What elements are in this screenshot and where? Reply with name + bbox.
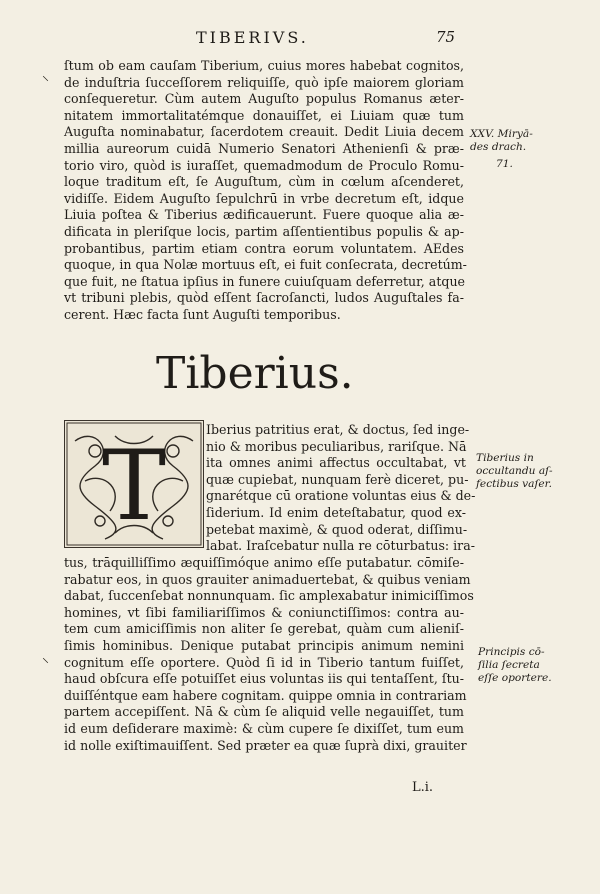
text-line: torio viro, quòd is iuraſſet, quemadmodum de Proculo Romu- bbox=[64, 157, 464, 173]
text-line: Iberius patritius erat, & doctus, ſed inge- bbox=[206, 422, 470, 437]
top-paragraph bbox=[64, 58, 467, 324]
text-line: quoque, in qua Nolæ mortuus eſt, ei fuit conſecrata, decretúm- bbox=[64, 257, 467, 273]
text-line: nio & moribus peculiaribus, rariſque. Nā bbox=[206, 438, 467, 454]
margin-note: Principis cō- ſilia ſecreta eſſe oportere. bbox=[478, 646, 552, 684]
text-line: conſequeretur. Cùm autem Auguſto populus Romanus æter- bbox=[64, 91, 464, 107]
text-line: ſtum ob eam cauſam Tiberium, cuius mores habebat cognitos, bbox=[64, 58, 464, 73]
text-line: ſimis hominibus. Denique putabat principis animum nemini bbox=[64, 637, 464, 653]
text-line: gnarétque cū oratione voluntas eius & de- bbox=[206, 488, 476, 504]
text-line: tem cum amiciſſimis non aliter ſe gerebat, quàm cum alieniſ- bbox=[64, 621, 464, 637]
text-line: vt tribuni plebis, quòd eſſent ſacroſancti, ludos Auguſtales fa- bbox=[64, 290, 464, 306]
text-line: que fuit, ne ſtatua ipſius in funere cuiuſquam deferretur, atque bbox=[64, 273, 466, 289]
margin-note: XXV. Miryā- des drach. 71. bbox=[470, 128, 533, 170]
floral-ornament-icon bbox=[65, 421, 203, 547]
text-line: quæ cupiebat, nunquam ferè diceret, pu- bbox=[206, 471, 469, 487]
text-line: duiſſéntque eam habere cognitam. quippe omnia in contrariam bbox=[64, 687, 467, 703]
text-line: ſiderium. Id enim deteſtabatur, quod ex- bbox=[206, 504, 466, 520]
text-line: labat. Iraſcebatur nulla re cōturbatus: ira- bbox=[206, 538, 475, 554]
text-line: nitatem immortalitatémque donauiſſet, ei Liuiam quæ tum bbox=[64, 107, 464, 123]
text-line: Auguſta nominabatur, ſacerdotem creauit. Dedit Liuia decem bbox=[64, 124, 464, 140]
decorated-initial bbox=[64, 420, 204, 548]
second-paragraph-body bbox=[64, 555, 474, 754]
text-line: cognitum eſſe oportere. Quòd ſi id in Tiberio tantum fuiſſet, bbox=[64, 654, 464, 670]
page-number: 75 bbox=[436, 28, 456, 46]
text-line: loque traditum eſt, ſe Auguſtum, cùm in cœlum aſcenderet, bbox=[64, 174, 464, 190]
running-head-title: TIBERIVS. bbox=[196, 28, 309, 47]
text-line: ita omnes animi affectus occultabat, vt bbox=[206, 455, 466, 471]
catchword: L.i. bbox=[412, 780, 434, 795]
text-line: millia aureorum cuidā Numerio Senatori Athenienſi & præ- bbox=[64, 140, 464, 156]
text-line: tus, trāquilliſſimo æquiſſimóque animo eſſe putabatur. cōmiſe- bbox=[64, 555, 464, 570]
text-line: rabatur eos, in quos grauiter animaduertebat, & quibus veniam bbox=[64, 571, 471, 587]
margin-note: Tiberius in occultandu aſ- fectibus vaſer. bbox=[476, 452, 553, 490]
margin-hand-note: 71. bbox=[496, 158, 513, 170]
text-line: vidiſſe. Eidem Auguſto ſepulchrū in vrbe decretum eſt, idque bbox=[64, 190, 464, 206]
text-line: de induſtria ſucceſſorem reliquiſſe, quò ipſe maiorem gloriam bbox=[64, 74, 464, 90]
text-line: dabat, ſuccenſebat nonnunquam. ſic amplexabatur inimiciſſimos bbox=[64, 588, 474, 604]
text-line: id eum deſiderare maximè: & cùm cupere ſe dixiſſet, tum eum bbox=[64, 720, 464, 736]
text-line: petebat maximè, & quod oderat, diſſimu- bbox=[206, 521, 468, 537]
running-head bbox=[0, 28, 600, 52]
second-paragraph-opening bbox=[206, 422, 476, 555]
text-line: dificata in pleriſque locis, partim aſſentientibus populis & ap- bbox=[64, 223, 464, 239]
text-line: probantibus, partim etiam contra eorum voluntatem. AEdes bbox=[64, 240, 464, 256]
text-line: id nolle exiſtimauiſſent. Sed præter ea quæ ſuprà dixi, grauiter bbox=[64, 737, 467, 753]
text-line: haud obſcura eſſe potuiſſet eius voluntas iis qui tentaſſent, ſtu- bbox=[64, 671, 464, 687]
text-line: Liuia poſtea & Tiberius ædificauerunt. Fuere quoque alia æ- bbox=[64, 207, 464, 223]
margin-check-mark: ⸜ bbox=[42, 650, 49, 666]
text-line: homines, vt ſibi familiariſſimos & coniunctiſſimos: contra au- bbox=[64, 604, 464, 620]
text-line: cerent. Hæc facta ſunt Auguſti temporibus. bbox=[64, 306, 341, 322]
initial-letter: T bbox=[101, 430, 167, 542]
margin-check-mark: ⸜ bbox=[42, 68, 49, 84]
section-title: Tiberius. bbox=[156, 348, 354, 399]
text-line: partem accepiſſent. Nā & cùm ſe aliquid velle negauiſſet, tum bbox=[64, 704, 464, 720]
